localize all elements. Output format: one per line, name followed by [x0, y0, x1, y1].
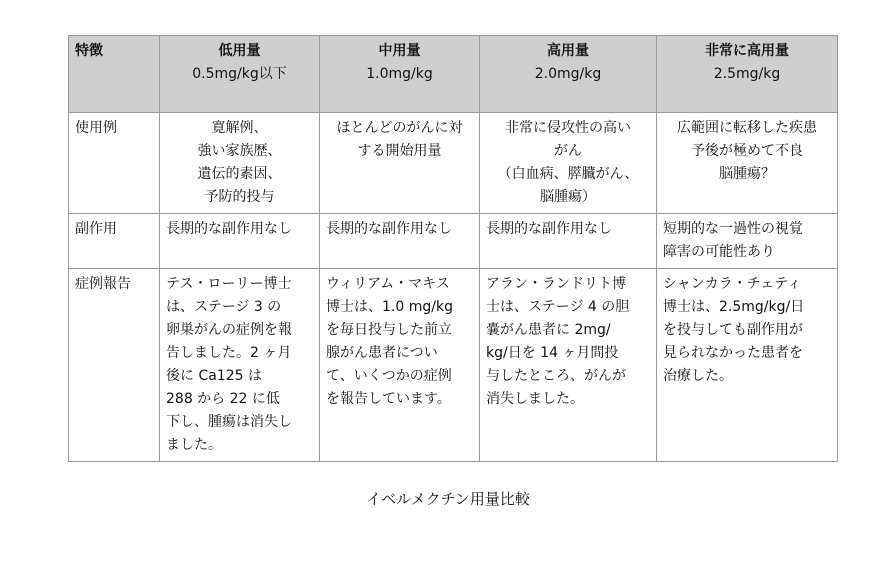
case-report-low-line: 288 から 22 に低: [166, 391, 280, 407]
case-report-medium-line: て、いくつかの症例: [326, 368, 452, 384]
case-report-high-line: 与したところ、がんが: [486, 368, 626, 384]
case-report-high-line: 消失しました。: [486, 391, 584, 407]
usage-low-line: 強い家族歴、: [197, 143, 282, 159]
case-report-medium-line: を報告しています。: [326, 391, 451, 407]
header-low-dose: [160, 36, 320, 113]
case-report-low-line: 下し、腫瘍は消失し: [166, 414, 292, 430]
header-low-dose-title: 低用量: [218, 43, 261, 59]
dosage-comparison-table: [68, 35, 838, 462]
header-high-dose-value: 2.0mg/kg: [534, 66, 602, 82]
side-effects-high-line: 長期的な副作用なし: [486, 221, 612, 237]
case-report-low-line: 後に Ca125 は: [166, 368, 262, 384]
row-label-case-reports: 症例報告: [69, 269, 160, 462]
usage-very-high-line: 広範囲に転移した疾患: [677, 120, 817, 136]
header-high-dose-title: 高用量: [547, 43, 589, 59]
header-feature-label: [69, 36, 160, 113]
header-very-high-dose: [657, 36, 838, 113]
usage-very-high-line: 脳腫瘍？: [719, 166, 775, 182]
case-report-medium-line: 博士は、1.0 mg/kg: [326, 299, 453, 315]
table-row-case-reports: [69, 269, 838, 462]
table-row-side-effects: [69, 214, 838, 269]
case-report-very-high-line: シャンカラ・チェティ: [663, 276, 802, 292]
header-very-high-dose-value: 2.5mg/kg: [713, 66, 781, 82]
usage-very-high-dose-cell: [657, 113, 838, 214]
side-effects-high-dose-cell: [480, 214, 657, 269]
table-caption: イベルメクチン用量比較: [366, 490, 530, 508]
case-report-low-line: テス・ローリー博士: [166, 276, 292, 292]
header-low-dose-value: 0.5mg/kg以下: [192, 66, 287, 82]
usage-high-dose-cell: [480, 113, 657, 214]
usage-medium-line: する開始用量: [357, 143, 442, 159]
side-effects-medium-dose-cell: [320, 214, 480, 269]
case-report-very-high-dose-cell: [657, 269, 838, 462]
case-report-high-line: kg/日を 14 ヶ月間投: [486, 345, 619, 361]
header-medium-dose-title: 中用量: [378, 43, 421, 59]
usage-high-line: がん: [554, 143, 582, 159]
case-report-very-high-line: 博士は、2.5mg/kg/日: [663, 299, 805, 315]
usage-high-line: 非常に侵攻性の高い: [505, 120, 631, 136]
side-effects-very-high-line: 障害の可能性あり: [663, 244, 775, 260]
side-effects-very-high-dose-cell: [657, 214, 838, 269]
case-report-low-line: 告しました。2 ヶ月: [166, 345, 292, 361]
row-label-side-effects: 副作用: [69, 214, 160, 269]
usage-medium-dose-cell: [320, 113, 480, 214]
usage-medium-line: ほとんどのがんに対: [336, 120, 463, 136]
usage-low-line: 予防的投与: [204, 189, 275, 205]
usage-low-dose-cell: [160, 113, 320, 214]
case-report-medium-dose-cell: [320, 269, 480, 462]
usage-high-line: （白血病、膵臓がん、: [497, 166, 639, 182]
case-report-low-dose-cell: [160, 269, 320, 462]
table-row-usage: [69, 113, 838, 214]
case-report-medium-line: 腺がん患者につい: [326, 345, 438, 361]
case-report-high-line: アラン・ランドリト博: [486, 276, 626, 292]
case-report-low-line: 卵巣がんの症例を報: [166, 322, 292, 338]
side-effects-low-line: 長期的な副作用なし: [166, 221, 292, 237]
case-report-high-dose-cell: [480, 269, 657, 462]
row-label-usage: 使用例: [69, 113, 160, 214]
header-medium-dose-value: 1.0mg/kg: [366, 66, 433, 82]
header-medium-dose: [320, 36, 480, 113]
usage-low-line: 寛解例、: [211, 120, 268, 136]
usage-low-line: 遺伝的素因、: [197, 166, 282, 182]
case-report-medium-line: を毎日投与した前立: [326, 322, 452, 338]
side-effects-medium-line: 長期的な副作用なし: [326, 221, 452, 237]
case-report-very-high-line: 見られなかった患者を: [663, 345, 803, 361]
table-header-row: [69, 36, 838, 113]
side-effects-low-dose-cell: [160, 214, 320, 269]
header-feature-text: 特徴: [75, 43, 103, 59]
case-report-very-high-line: 治療した。: [663, 368, 733, 384]
header-high-dose: [480, 36, 657, 113]
case-report-low-line: ました。: [166, 437, 222, 453]
case-report-high-line: 士は、ステージ 4 の胆: [486, 299, 630, 315]
case-report-very-high-line: を投与しても副作用が: [663, 322, 803, 338]
header-very-high-dose-title: 非常に高用量: [705, 43, 789, 59]
case-report-medium-line: ウィリアム・マキス: [326, 276, 450, 292]
side-effects-very-high-line: 短期的な一過性の視覚: [663, 221, 803, 237]
usage-very-high-line: 予後が極めて不良: [691, 143, 803, 159]
usage-high-line: 脳腫瘍）: [540, 189, 596, 205]
case-report-low-line: は、ステージ 3 の: [166, 299, 282, 315]
case-report-high-line: 嚢がん患者に 2mg/: [486, 322, 611, 338]
